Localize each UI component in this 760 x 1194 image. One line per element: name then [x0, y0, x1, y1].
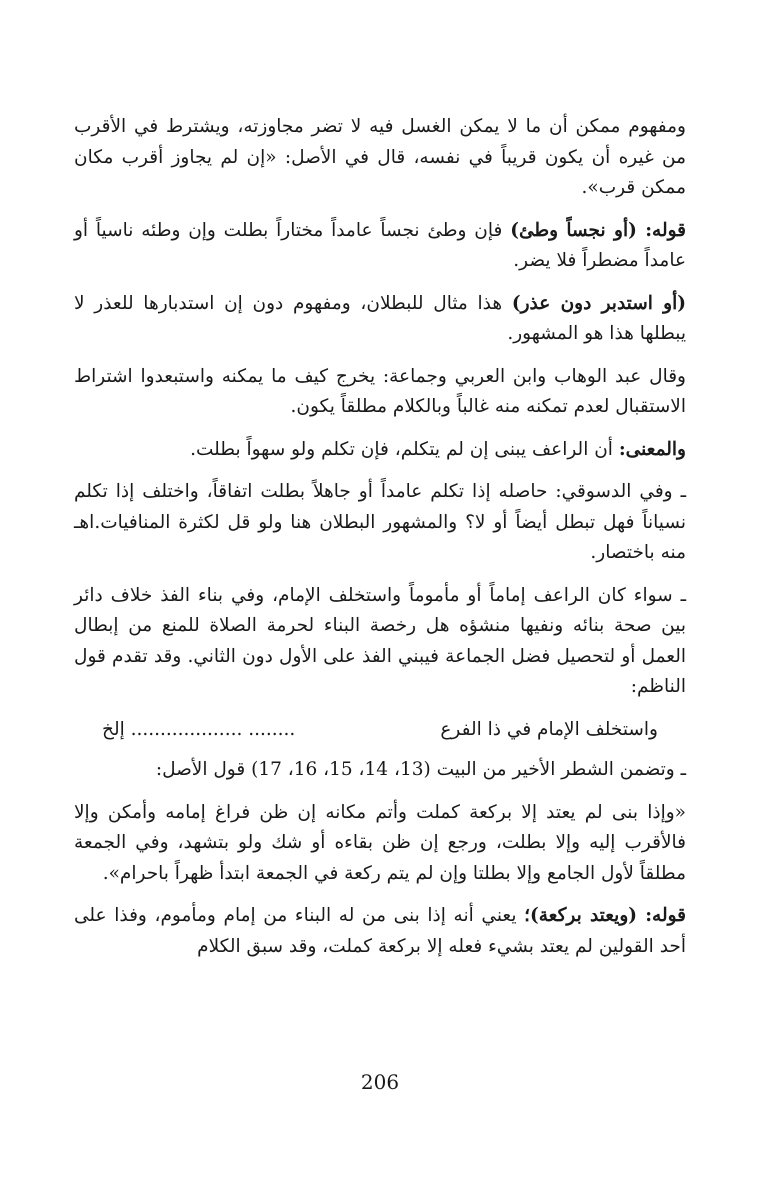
paragraph-4: [74, 362, 686, 423]
paragraph-text: ـ سواء كان الراعف إماماً أو مأموماً واستخلف الإمام، وفي بناء الفذ خلاف دائر بين صحة بنائه ونفيها منشؤه هل رخصة البناء لحرمة الصلاة للمنع من إبطال العمل أو لتحصيل فضل الجماعة فيبني الفذ على الأول دون الثاني. وقد تقدم قول الناظم:: [74, 584, 686, 697]
paragraph-text: وقال عبد الوهاب وابن العربي وجماعة: يخرج كيف ما يمكنه واستبعدوا اشتراط الاستقبال لعدم تمكنه منه غالباً وبالكلام مطلقاً يكون.: [74, 365, 686, 417]
paragraph-6: [74, 477, 686, 569]
paragraph-text: فإن وطئ نجساً عامداً مختاراً بطلت وإن وطئه ناسياً أو عامداً مضطراً فلا يضر.: [74, 219, 686, 271]
paragraph-text: هذا مثال للبطلان، ومفهوم دون إن استدبارها للعذر لا يبطلها هذا هو المشهور.: [74, 292, 686, 344]
paragraph-lead: قوله: (ويعتد بركعة)؛: [524, 905, 686, 926]
paragraph-8: [74, 755, 686, 786]
paragraph-lead: قوله: (أو نجساً وطئ): [510, 219, 687, 241]
paragraph-7: [74, 581, 686, 703]
paragraph-text: ـ وتضمن الشطر الأخير من البيت (13، 14، 15، 16، 17) قول الأصل:: [155, 759, 686, 780]
paragraph-3: [74, 289, 686, 350]
poem-verse: [102, 715, 658, 746]
page-number: 206: [360, 1070, 400, 1094]
paragraph-1: [74, 112, 686, 204]
paragraph-lead: (أو استدبر دون عذر): [511, 292, 686, 314]
paragraph-5: [74, 435, 686, 466]
page-body: [74, 112, 686, 974]
paragraph-2: [74, 216, 686, 277]
poem-second-hemistich: ........ ................... إلخ: [102, 718, 296, 740]
paragraph-text: «وإذا بنى لم يعتد إلا بركعة كملت وأتم مكانه إن ظن فراغ إمامه وأمكن وإلا فالأقرب إليه وإلا بطلت، ورجع إن ظن بقاءه أو شك ولو بتشهد، وفي الجمعة مطلقاً لأول الجامع وإلا بطلتا وإن لم يتم ركعة في الجمعة ابتدأ ظهراً باحرام».: [74, 801, 686, 884]
paragraph-9: [74, 798, 686, 890]
paragraph-lead: والمعنى:: [618, 438, 686, 460]
poem-first-hemistich: واستخلف الإمام في ذا الفرع: [440, 718, 658, 740]
paragraph-text: ـ وفي الدسوقي: حاصله إذا تكلم عامداً أو جاهلاً بطلت اتفاقاً، واختلف إذا تكلم نسياناً فهل تبطل أيضاً أو لا؟ والمشهور البطلان هنا ولو قل لكثرة المنافيات.اهـ منه باختصار.: [74, 481, 686, 563]
paragraph-text: أن الراعف يبنى إن لم يتكلم، فإن تكلم ولو سهواً بطلت.: [190, 438, 619, 460]
paragraph-text: ومفهوم ممكن أن ما لا يمكن الغسل فيه لا تضر مجاوزته، ويشترط في الأقرب من غيره أن يكون قريباً في نفسه، قال في الأصل: «إن لم يجاوز أقرب مكان ممكن قرب».: [74, 116, 686, 198]
paragraph-10: [74, 901, 686, 962]
paragraph-text: يعني أنه إذا بنى من له البناء من إمام ومأموم، وفذا على أحد القولين لم يعتد بشيء فعله إلا بركعة كملت، وقد سبق الكلام: [74, 905, 686, 957]
